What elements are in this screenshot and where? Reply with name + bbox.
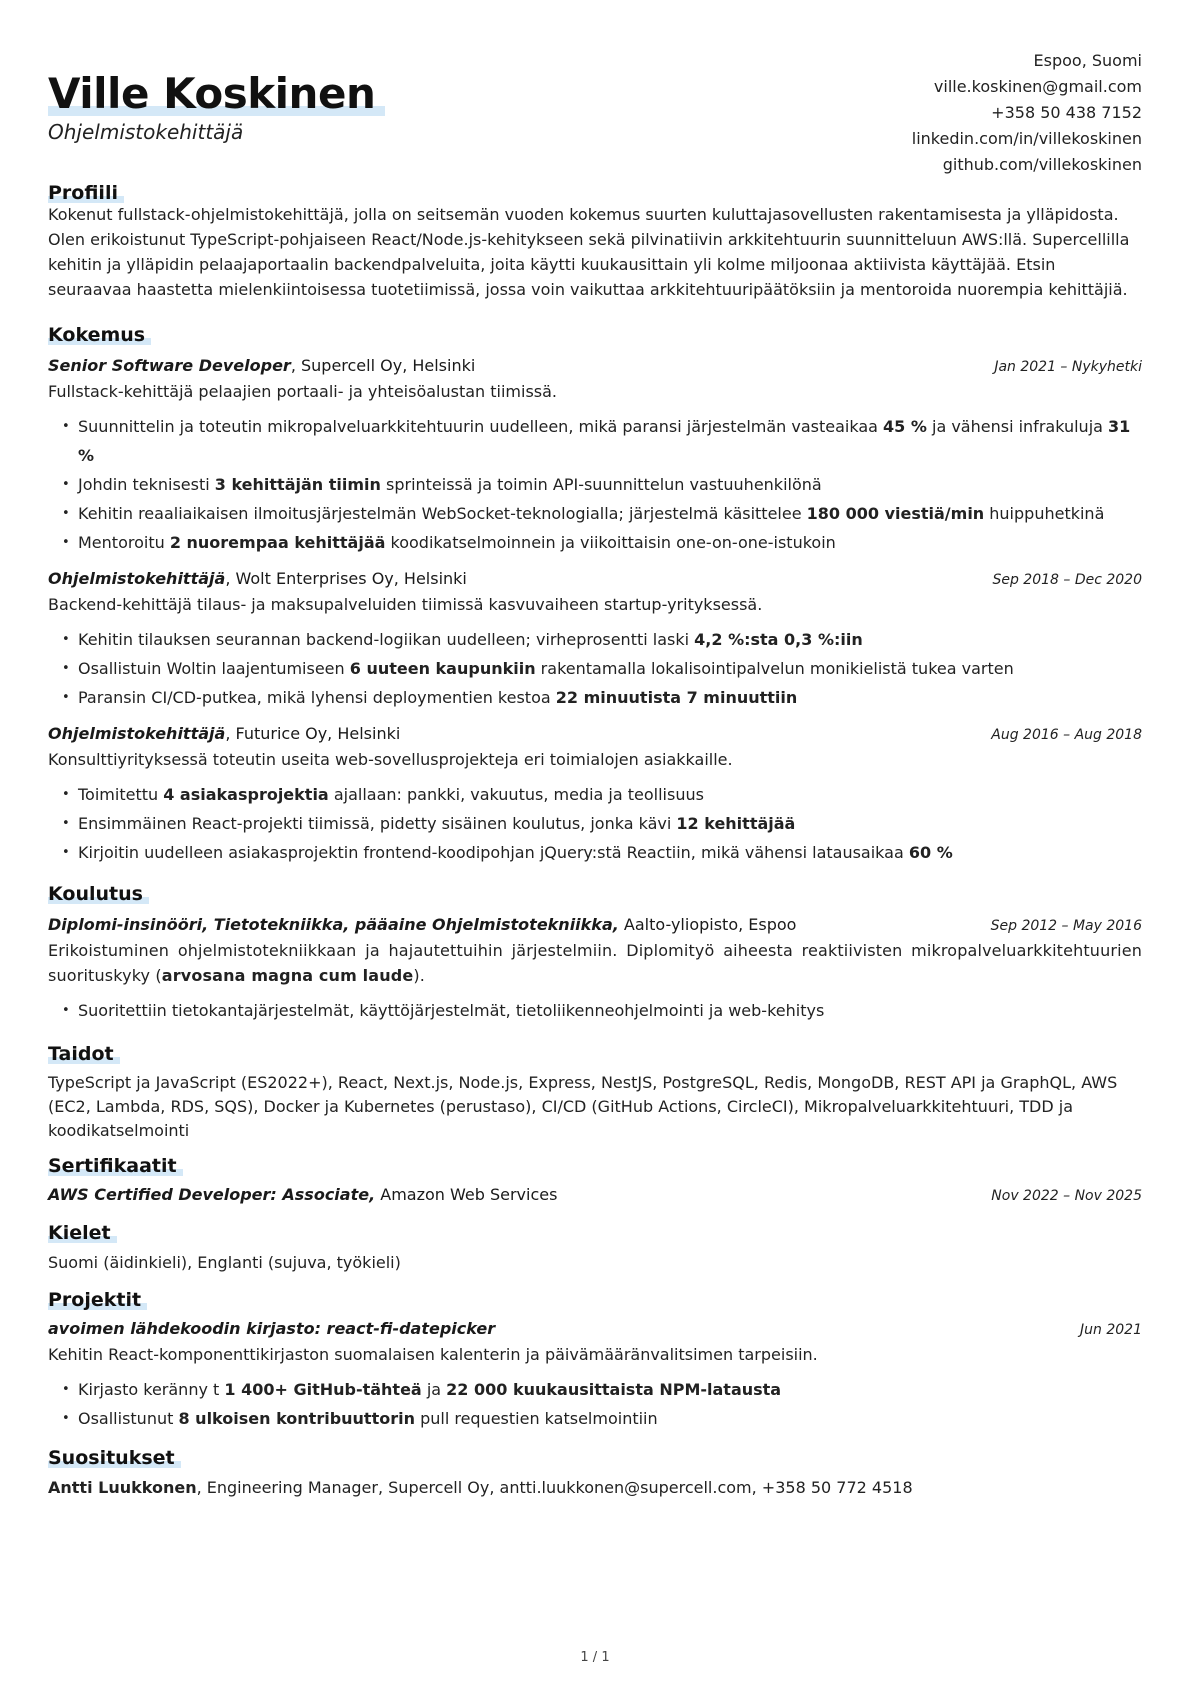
list-item: • Ensimmäinen React-projekti tiimissä, pidetty sisäinen koulutus, jonka kävi 12 kehittäjää <box>48 809 1142 838</box>
job-role: Ohjelmistokehittäjä <box>48 724 226 743</box>
project-desc: Kehitin React-komponenttikirjaston suomalaisen kalenterin ja päivämääränvalitsimen tarpeisiin. <box>48 1345 818 1364</box>
job-company: , Supercell Oy, Helsinki <box>290 356 476 375</box>
languages-section <box>48 1222 1142 1275</box>
list-item: • Osallistuin Woltin laajentumiseen 6 uuteen kaupunkiin rakentamalla lokalisointipalvelun monikielistä tukea varten <box>48 654 1142 683</box>
section-heading: Profiili <box>48 182 118 204</box>
project-entry-header <box>48 1317 1142 1342</box>
job-date: Jan 2021 – Nykyhetki <box>994 359 1142 375</box>
list-item: • Toimitettu 4 asiakasprojektia ajallaan: pankki, vakuutus, media ja teollisuus <box>48 780 1142 809</box>
education-date: Sep 2012 – May 2016 <box>990 918 1142 934</box>
name-block <box>48 70 375 144</box>
projects-section <box>48 1289 1142 1433</box>
list-item: • Johdin teknisesti 3 kehittäjän tiimin sprinteissä ja toimin API-suunnittelun vastuuhenkilönä <box>48 470 1142 499</box>
project-name: avoimen lähdekoodin kirjasto: react-fi-datepicker <box>48 1319 496 1338</box>
skills-section <box>48 1043 1142 1143</box>
section-heading: Kokemus <box>48 324 146 346</box>
education-section <box>48 883 1142 1025</box>
resume-header <box>48 0 1142 196</box>
job-bullets <box>48 780 1142 867</box>
contact-info <box>912 48 1142 178</box>
contact-email[interactable]: ville.koskinen@gmail.com <box>933 77 1142 96</box>
section-heading: Projektit <box>48 1289 142 1311</box>
job-desc: Backend-kehittäjä tilaus- ja maksupalveluiden tiimissä kasvuvaiheen startup-yrityksessä. <box>48 595 763 614</box>
job-date: Sep 2018 – Dec 2020 <box>992 572 1142 588</box>
section-heading: Kielet <box>48 1222 111 1244</box>
list-item: • Kehitin reaaliaikaisen ilmoitusjärjestelmän WebSocket-teknologialla; järjestelmä käsittelee 180 000 viestiä/min huippuhetkinä <box>48 499 1142 528</box>
list-item: • Mentoroitu 2 nuorempaa kehittäjää koodikatselmoinnein ja viikoittaisin one-on-one-istukoin <box>48 528 1142 557</box>
contact-phone[interactable]: +358 50 438 7152 <box>991 103 1142 122</box>
job-desc: Konsulttiyrityksessä toteutin useita web-sovellusprojekteja eri toimialojen asiakkaille. <box>48 750 733 769</box>
job-entry <box>48 567 1142 712</box>
reference-name: Antti Luukkonen <box>48 1478 197 1497</box>
profile-section <box>48 182 1142 302</box>
job-company: , Wolt Enterprises Oy, Helsinki <box>225 569 467 588</box>
education-desc <box>48 938 1142 988</box>
job-role: Ohjelmistokehittäjä <box>48 569 226 588</box>
person-name: Ville Koskinen <box>48 69 376 118</box>
list-item: • Suoritettiin tietokantajärjestelmät, käyttöjärjestelmät, tietoliikenneohjelmointi ja web-kehitys <box>48 996 1142 1025</box>
education-entry-header <box>48 913 1142 938</box>
job-bullets <box>48 412 1142 557</box>
section-heading: Suositukset <box>48 1447 175 1469</box>
contact-github[interactable]: github.com/villekoskinen <box>942 155 1142 174</box>
list-item: • Osallistunut 8 ulkoisen kontribuuttorin pull requestien katselmointiin <box>48 1404 1142 1433</box>
job-header <box>48 567 1142 592</box>
job-list <box>48 354 1142 867</box>
job-company: , Futurice Oy, Helsinki <box>225 724 401 743</box>
job-bullets <box>48 625 1142 712</box>
school: Aalto-yliopisto, Espoo <box>618 915 797 934</box>
job-desc: Fullstack-kehittäjä pelaajien portaali- ja yhteisöalustan tiimissä. <box>48 382 558 401</box>
profile-text: Kokenut fullstack-ohjelmistokehittäjä, jolla on seitsemän vuoden kokemus suurten kuluttajasovellusten rakentamisesta ja ylläpidosta. Olen erikoistunut TypeScript-pohjaiseen React/Node.js-kehitykseen sekä pilvinatiivin arkkitehtuurin suunnitteluun AWS:llä. Supercellilla kehitin ja ylläpidin pelaajaportaalin backendpalveluita, joita käytti kuukausittain yli kolme miljoonaa aktiivista käyttäjää. Etsin seuraavaa haastetta mielenkiintoisessa tuotetiimissä, jossa voin vaikuttaa arkkitehtuuripäätöksiin ja mentoroida nuorempia kehittäjiä. <box>48 205 1130 299</box>
contact-linkedin[interactable]: linkedin.com/in/villekoskinen <box>911 129 1142 148</box>
job-title: Ohjelmistokehittäjä <box>48 120 244 144</box>
experience-section <box>48 324 1142 867</box>
cert-name: AWS Certified Developer: Associate, <box>48 1185 376 1204</box>
degree: Diplomi-insinööri, Tietotekniikka, pääaine Ohjelmistotekniikka, <box>48 915 619 934</box>
project-bullets <box>48 1375 1142 1433</box>
languages-text: Suomi (äidinkieli), Englanti (sujuva, työkieli) <box>48 1253 401 1272</box>
education-grade: arvosana magna cum laude <box>161 966 414 985</box>
job-role: Senior Software Developer <box>48 356 291 375</box>
list-item: • Suunnittelin ja toteutin mikropalveluarkkitehtuurin uudelleen, mikä paransi järjestelmän vasteaikaa 45 % ja vähensi infrakuluja 31 % <box>48 412 1142 470</box>
skills-text: TypeScript ja JavaScript (ES2022+), React, Next.js, Node.js, Express, NestJS, PostgreSQL, Redis, MongoDB, REST API ja GraphQL, AWS (EC2, Lambda, RDS, SQS), Docker ja Kubernetes (perustaso), CI/CD (GitHub Actions, CircleCI), Mikropalveluarkkitehtuuri, TDD ja koodikatselmointi <box>48 1073 1118 1140</box>
education-bullets <box>48 996 1142 1025</box>
references-section <box>48 1447 1142 1500</box>
section-heading: Sertifikaatit <box>48 1155 177 1177</box>
page-number: 1 / 1 <box>580 1650 610 1665</box>
certs-section <box>48 1155 1142 1208</box>
job-date: Aug 2016 – Aug 2018 <box>991 727 1142 743</box>
list-item: • Kirjoitin uudelleen asiakasprojektin frontend-koodipohjan jQuery:stä Reactiin, mikä vähensi latausaikaa 60 % <box>48 838 1142 867</box>
contact-location: Espoo, Suomi <box>1033 51 1142 70</box>
job-entry <box>48 354 1142 557</box>
list-item: • Paransin CI/CD-putkea, mikä lyhensi deploymentien kestoa 22 minuutista 7 minuuttiin <box>48 683 1142 712</box>
reference-details: , Engineering Manager, Supercell Oy, antti.luukkonen@supercell.com, +358 50 772 4518 <box>196 1478 913 1497</box>
job-entry <box>48 722 1142 867</box>
education-desc-end: ). <box>413 966 425 985</box>
cert-issuer: Amazon Web Services <box>375 1185 558 1204</box>
reference-entry <box>48 1475 1142 1500</box>
education-desc-text: Erikoistuminen ohjelmistotekniikkaan ja hajautettuihin järjestelmiin. Diplomityö aiheesta reaktiivisten mikropalveluarkkitehtuurien suorituskyky ( <box>48 941 1142 985</box>
project-date: Jun 2021 <box>1080 1322 1142 1338</box>
list-item: • Kirjasto keränny t 1 400+ GitHub-tähteä ja 22 000 kuukausittaista NPM-latausta <box>48 1375 1142 1404</box>
section-heading: Taidot <box>48 1043 114 1065</box>
job-header <box>48 722 1142 747</box>
section-heading: Koulutus <box>48 883 143 905</box>
list-item: • Kehitin tilauksen seurannan backend-logiikan uudelleen; virheprosentti laski 4,2 %:sta 0,3 %:iin <box>48 625 1142 654</box>
job-header <box>48 354 1142 379</box>
cert-date: Nov 2022 – Nov 2025 <box>991 1188 1142 1204</box>
cert-entry <box>48 1183 1142 1208</box>
